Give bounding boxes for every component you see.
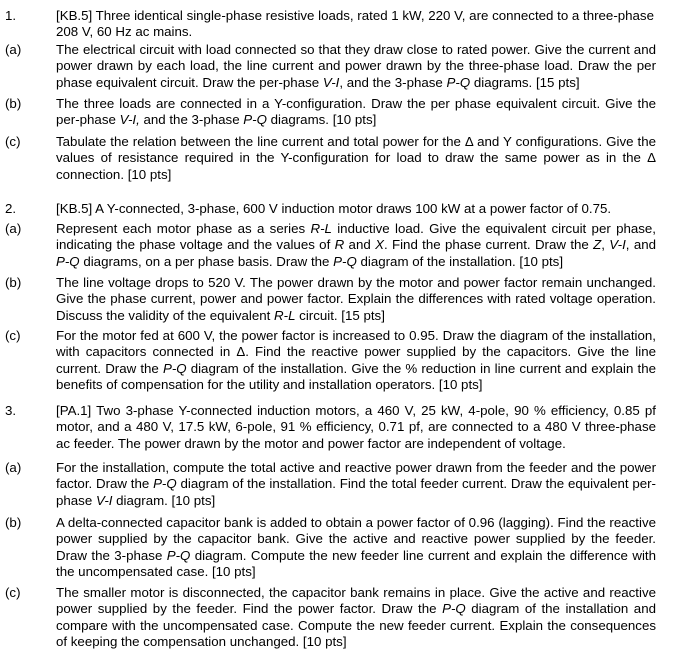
part-label: (a) <box>5 42 22 57</box>
text-run: and <box>344 237 376 253</box>
italic-text-run: V-I, <box>119 112 140 128</box>
text-run: diagrams, on a per phase basis. Draw the <box>79 253 334 269</box>
question-intro <box>56 201 656 217</box>
text-run: diagram of the installation. [10 pts] <box>356 253 564 269</box>
italic-text-run: P-Q <box>446 74 471 90</box>
text-run: For the motor fed at 600 V, the power factor is increased to 0.95. Draw the diagram of the installation, with capacitors connected in Δ. Find the reactive power supplied by the capacitors. Give the line current. Draw the <box>56 328 656 376</box>
text-run: circuit. [15 pts] <box>295 307 385 323</box>
italic-text-run: P-Q <box>166 547 191 563</box>
text-run: The three loads are connected in a Y-configuration. Draw the per phase equivalent circuit. Give the per-phase <box>56 96 656 128</box>
text-run: and the 3-phase <box>139 112 244 128</box>
italic-text-run: X <box>375 237 384 253</box>
text-run: The electrical circuit with load connected so that they draw close to rated power. Give the current and power drawn by each load, the line current and power drawn by the three-phase load. Draw the per phase equivalent circuit. Draw the per-phase <box>56 42 656 90</box>
text-run: The line voltage drops to 520 V. The power drawn by the motor and power factor remain unchanged. Give the phase current, power and power factor. Explain the differences with rated voltage operation. Discuss the validity of the equivalent <box>56 275 656 323</box>
text-run: diagram. [10 pts] <box>112 492 216 508</box>
part-label: (a) <box>5 221 22 236</box>
text-run: inductive load. Give the equivalent circuit per phase, indicating the phase voltage and the values of <box>56 221 656 253</box>
question-number: 1. <box>5 8 17 23</box>
italic-text-run: P-Q <box>442 601 466 617</box>
part-label: (c) <box>5 134 21 149</box>
text-run: [PA.1] Two 3-phase Y-connected induction motors, a 460 V, 25 kW, 4-pole, 90 % efficiency, 0.85 pf motor, and a 480 V, 17.5 kW, 6-pole, 91 % efficiency, 0.71 pf, are connected to a 480 V three-phase ac feeder. The power drawn by the motor and power factor are independent of voltage. <box>56 403 656 451</box>
italic-text-run: P-Q <box>153 476 177 492</box>
italic-text-run: R-L <box>274 307 296 323</box>
part-text <box>56 221 656 270</box>
italic-text-run: P-Q <box>243 112 267 128</box>
italic-text-run: Z <box>593 237 602 253</box>
text-run: diagram of the installation. Find the total feeder current. Draw the equivalent per-phase <box>56 476 656 508</box>
part-text <box>56 96 656 129</box>
part-label: (b) <box>5 275 22 290</box>
text-run: diagrams. [15 pts] <box>470 74 580 90</box>
part-text <box>56 460 656 509</box>
italic-text-run: R <box>334 237 345 253</box>
text-run: . Find the phase current. Draw the <box>383 237 594 253</box>
part-text <box>56 328 656 393</box>
part-text <box>56 515 656 580</box>
italic-text-run: V-I <box>95 492 113 508</box>
text-run: [KB.5] Three identical single-phase resistive loads, rated 1 kW, 220 V, are connected to a three-phase 208 V, 60 Hz ac mains. <box>56 8 654 40</box>
text-run: diagram. Compute the new feeder line current and explain the difference with the uncompensated case. [10 pts] <box>56 547 656 579</box>
part-text <box>56 134 656 183</box>
text-run: diagram of the installation and compare with the uncompensated case. Compute the new feeder current. Explain the consequences of keeping the compensation unchanged. [10 pts] <box>56 601 656 649</box>
text-run: , and <box>625 237 657 253</box>
part-text <box>56 275 656 324</box>
text-run: diagrams. [10 pts] <box>266 112 377 128</box>
part-label: (a) <box>5 460 22 475</box>
text-run: , <box>601 237 610 253</box>
part-label: (c) <box>5 328 21 343</box>
question-number: 3. <box>5 403 17 418</box>
italic-text-run: P-Q <box>56 253 80 269</box>
part-text <box>56 42 656 91</box>
text-run: The smaller motor is disconnected, the capacitor bank remains in place. Give the active and reactive power supplied by the feeder. Find the power factor. Draw the <box>56 585 656 617</box>
part-label: (b) <box>5 96 22 111</box>
question-intro <box>56 403 656 452</box>
italic-text-run: V-I <box>609 237 626 253</box>
text-run: diagram of the installation. Give the % reduction in line current and explain the benefits of compensation for the utility and installation operators. [10 pts] <box>56 360 656 392</box>
part-label: (c) <box>5 585 21 600</box>
text-run: , and the 3-phase <box>339 74 447 90</box>
question-number: 2. <box>5 201 17 216</box>
part-label: (b) <box>5 515 22 530</box>
text-run: For the installation, compute the total active and reactive power drawn from the feeder and the power factor. Draw the <box>56 460 656 492</box>
italic-text-run: V-I <box>322 74 340 90</box>
text-run: Represent each motor phase as a series <box>56 221 311 236</box>
text-run: [KB.5] A Y-connected, 3-phase, 600 V induction motor draws 100 kW at a power factor of 0.75. <box>56 201 612 216</box>
italic-text-run: P-Q <box>333 253 357 269</box>
text-run: Tabulate the relation between the line current and total power for the Δ and Y configurations. Give the values of resistance required in the Y-configuration for load to draw the same power as in the Δ connection. [10 pts] <box>56 134 656 182</box>
text-run: A delta-connected capacitor bank is added to obtain a power factor of 0.96 (lagging). Find the reactive power supplied by the capacitor bank. Give the active and reactive power supplied by the feeder. Draw the 3-phase <box>56 515 656 563</box>
question-intro <box>56 8 656 41</box>
part-text <box>56 585 656 650</box>
italic-text-run: P-Q <box>162 360 187 376</box>
italic-text-run: R-L <box>310 221 332 236</box>
